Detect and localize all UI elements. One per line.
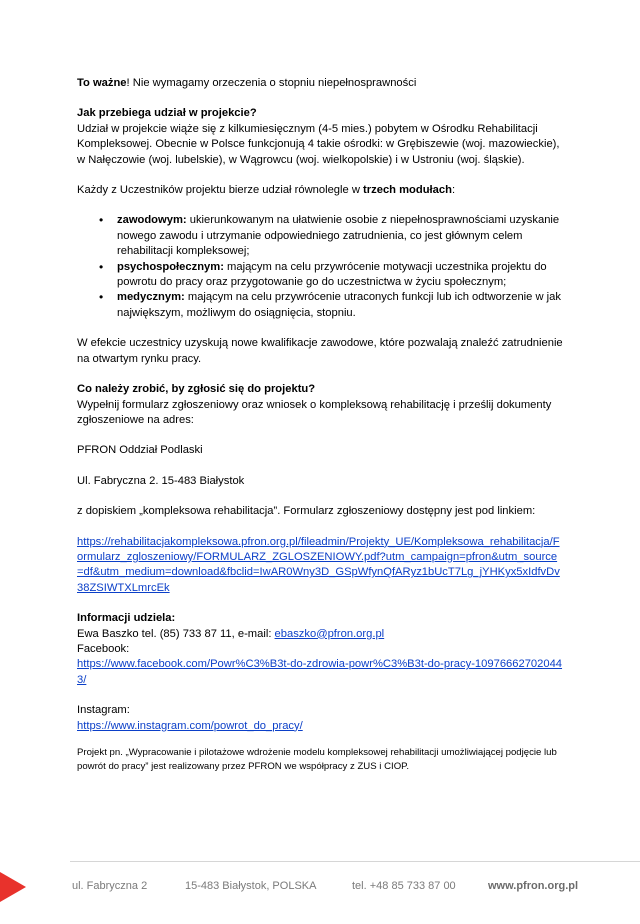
address-name: PFRON Oddział Podlaski [77, 444, 203, 457]
address-street: Ul. Fabryczna 2. 15-483 Białystok [77, 474, 245, 487]
modules-intro: Każdy z Uczestników projektu bierze udział równolegle w trzech modułach: [77, 184, 456, 197]
footer-phone: tel. +48 85 733 87 00 [352, 880, 456, 892]
footer-street: ul. Fabryczna 2 [72, 880, 148, 892]
project-note: Projekt pn. „Wypracowanie i pilotażowe wdrożenie modelu kompleksowej rehabilitacji umożliwiającej podjęcie lub powrót do pracy” jest realizowany przez PFRON we współpracy z ZUS i CIOP. [77, 747, 557, 772]
participation-text: Udział w projekcie wiąże się z kilkumiesięcznym (4-5 mies.) pobytem w Ośrodku Rehabilitacji Kompleksowej. Obecnie w Polsce funkcjonują 4 takie ośrodki: w Grębiszewie (woj. mazowieckie), w Nałęczowie (woj. lubelskie), w Wągrowcu (woj. wielkopolskie) i w Ustroniu (woj. śląskie). [77, 122, 560, 166]
red-triangle-icon [0, 872, 26, 902]
facebook-link-paragraph [77, 657, 563, 688]
contact-person: Ewa Baszko tel. (85) 733 87 11, e-mail: ebaszko@pfron.org.pl [77, 627, 385, 640]
footer [0, 872, 640, 902]
list-item: • zawodowym: ukierunkowanym na ułatwienie osobie z niepełnosprawnościami uzyskanie nowego zawodu i utrzymanie odpowiedniego zatrudnienia, co jest głównym celem rehabilitacji kompleksowej; [117, 213, 563, 259]
form-note: z dopiskiem „kompleksowa rehabilitacja”. Formularz zgłoszeniowy dostępny jest pod linkiem: [77, 505, 536, 518]
footer-website[interactable]: www.pfron.org.pl [488, 880, 579, 892]
facebook-label: Facebook: [77, 642, 130, 655]
footer-divider [70, 861, 640, 862]
form-link-paragraph [77, 535, 563, 597]
list-item: • medycznym: mającym na celu przywrócenie utraconych funkcji lub ich odtworzenie w jak największym, możliwym do osiągnięcia, stopniu. [117, 290, 563, 321]
footer-city: 15-483 Białystok, POLSKA [185, 880, 317, 892]
participation-heading: Jak przebiega udział w projekcie? [77, 107, 257, 120]
instagram-label: Instagram: [77, 704, 130, 717]
instagram-link[interactable]: https://www.instagram.com/powrot_do_pracy/ [77, 719, 303, 732]
form-link[interactable]: https://rehabilitacjakompleksowa.pfron.org.pl/fileadmin/Projekty_UE/Kompleksowa_rehabilitacja/Formularz_zgloszeniowy/FORMULARZ_ZGLOSZENIOWY.pdf?utm_campaign=pfron&utm_source=df&utm_medium=download&fbclid=IwAR0Wny3D_GSpWfynQfARyz1bUcT7Lg_jYHKyx5xIdfvDv38ZSIWTXLmrcEk [77, 535, 560, 594]
apply-text: Wypełnij formularz zgłoszeniowy oraz wniosek o kompleksową rehabilitację i prześlij dokumenty zgłoszeniowe na adres: [77, 398, 552, 426]
apply-heading: Co należy zrobić, by zgłosić się do projektu? [77, 383, 316, 396]
instagram-link-paragraph [77, 719, 563, 734]
modules-list [77, 213, 563, 321]
contact-heading: Informacji udziela: [77, 612, 176, 625]
facebook-link[interactable]: https://www.facebook.com/Powr%C3%B3t-do-zdrowia-powr%C3%B3t-do-pracy-109766627020443/ [77, 658, 563, 686]
document-body [77, 76, 563, 773]
important-note: To ważne! Nie wymagamy orzeczenia o stopniu niepełnosprawności [77, 77, 417, 89]
email-link[interactable]: ebaszko@pfron.org.pl [274, 627, 385, 640]
effect-text: W efekcie uczestnicy uzyskują nowe kwalifikacje zawodowe, które pozwalają znaleźć zatrudnienie na otwartym rynku pracy. [77, 337, 563, 365]
list-item: • psychospołecznym: mającym na celu przywrócenie motywacji uczestnika projektu do powrotu do pracy oraz przygotowanie go do uczestnictwa w życiu społecznym; [117, 260, 563, 291]
